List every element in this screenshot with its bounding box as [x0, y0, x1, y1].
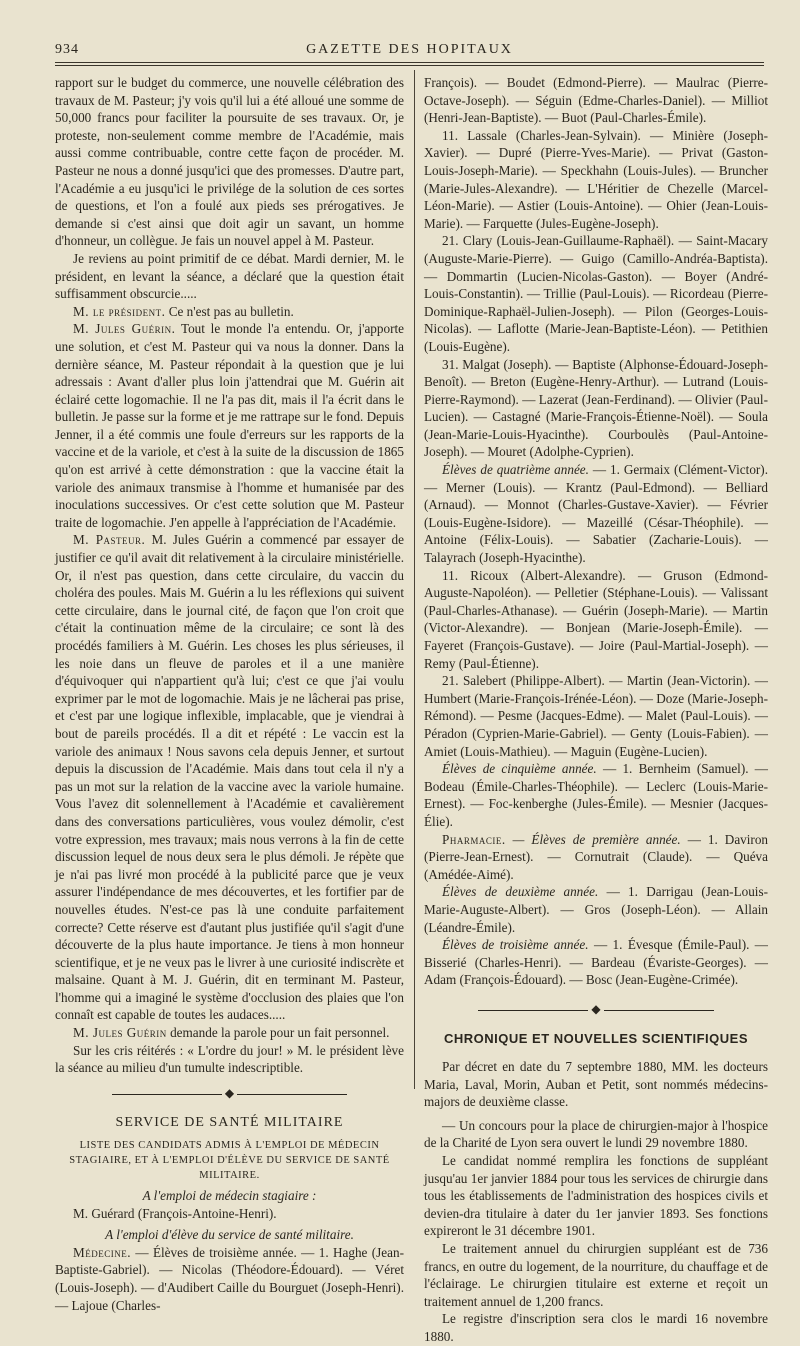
publication-title: GAZETTE DES HOPITAUX — [306, 42, 513, 57]
year-label: Élèves de troisième année. — [442, 937, 589, 953]
page-header — [55, 38, 764, 62]
name-list: 21. Salebert (Philippe-Albert). — Martin (Jean-Victorin). — Humbert (Marie-François-Irénée-Léon). — Doze (Marie-Joseph-Rémond). — Pesme (Jacques-Edme). — Malet (Paul-Louis). — Péradon (Cyprien-Marie-Gabriel). — Genty (Louis-Fabien). — Amiet (Louis-Mathieu). — Maguin (Eugène-Lucien). — [424, 673, 768, 759]
name-list: François). — Boudet (Edmond-Pierre). — Maulrac (Pierre-Octave-Joseph). — Séguin (Edme-Charles-Daniel). — Milliot (Henri-Jean-Baptiste). — Buot (Paul-Charles-Émile). — [424, 75, 768, 126]
name-list: 11. Lassale (Charles-Jean-Sylvain). — Minière (Joseph-Xavier). — Dupré (Pierre-Yves-Marie). — Privat (Gaston-Louis-Joseph-Marie). — Speckhahn (Louis-Jules). — Bruncher (Marie-Jules-Alexandre). — L'Héritier de Chezelle (Marcel-Léon-Marie). — Astier (Louis-Antoine). — Ohier (Jean-Louis-Marie). — Farquette (Jules-Eugène-Joseph). — [424, 127, 768, 231]
ornament-divider: ◆ — [424, 1001, 768, 1019]
name-list — [424, 831, 768, 884]
ornament-divider: ◆ — [55, 1085, 404, 1103]
emploi-heading: A l'emploi de médecin stagiaire : — [142, 1188, 317, 1204]
right-column — [424, 74, 769, 1344]
names: — 1. Darrigau (Jean-Louis-Marie-Auguste-Albert). — Gros (Joseph-Léon). — Allain (Léandre-Émile). — [424, 884, 768, 935]
names: — 1. Bernheim (Samuel). — Bodeau (Émile-Charles-Théophile). — Leclerc (Louis-Marie-Ernest). — Foc-kenberghe (Jules-Émile). — Mesnier (Jacques-Élie). — [424, 761, 768, 829]
speech: M. Jules Guérin a commencé par essayer de justifier ce qu'il avait dit relativement à la circulaire ministérielle. Or, il n'est pas question, dans cette circulaire, du vaccin du choléra des poules. Mais M. Guérin a lu les réflexions qui suivent cette circulaire, dans le journal cité, de façon que l'on croit que c'était la continuation même de la circulaire; ce sont là des procédés familiers à M. Guérin. Les choses les plus sérieuses, il les noie dans un fleuve de paroles et il a une manière d'équivoquer qui n'appartient qu'à lui; c'est ce que j'ai voulu exprimer par le mot de logomachie. Mais je ne lâcherai pas prise, et c'est par une logique inflexible, implacable, que je viendrai à bout de pareils procédés. Il a dit et répété : Le vaccin est la variole des animaux ! Nous savons cela depuis Jenner, et surtout depuis la discussion de l'Académie. Mais dans tout cela il n'y a pas un mot sur la relation de la vaccine avec la variole humaine. Vous l'avez dit solennellement à l'Académie et cavalièrement dans des conversations particulières, vous voulez démolir, c'est votre expression, mes travaux; mais nous verrons à la fin de cette discussion lequel de nous deux sera le plus démoli. Je répète que je n'ai pas livré mon procédé à la publicité parce que je veux assurer l'indépendance de mes découvertes, et les fortifier par de nouvelles études. N'est-ce pas là une conduite parfaitement correcte? Cette réserve est d'autant plus justifiée qu'il s'agit d'une découverte de la plus haute importance. Je tiens à mon honneur scientifique, et je ne veux pas le livrer à une curiosité indiscrète et malsaine. Quant à M. J. Guérin, dit en terminant M. Pasteur, l'homme qui a imaginé le système d'occlusion des plaies que l'on connaît est capable de toutes les audaces..... — [55, 532, 404, 1023]
paragraph — [55, 320, 404, 531]
names: — 1. Évesque (Émile-Paul). — Bisserié (Charles-Henri). — Bardeau (Évariste-Georges). — Adam (François-Édouard). — Bosc (Jean-Eugène-Crimée). — [424, 937, 768, 988]
year-label: Élèves de cinquième année. — [442, 761, 597, 777]
year-label: Élèves de quatrième année. — [442, 462, 589, 478]
name-list: — Élèves de troisième année. — 1. Haghe (Jean-Baptiste-Gabriel). — Nicolas (Théodore-Édouard). — Véret (Louis-Joseph). — d'Audibert Caille du Bourguet (Joseph-Henri). — Lajoue (Charles- — [55, 1244, 404, 1313]
page-number: 934 — [55, 42, 79, 57]
name-list — [424, 760, 768, 830]
category-label: Pharmacie. — [442, 831, 506, 847]
paragraph: Le candidat nommé remplira les fonctions de suppléant jusqu'au 1er janvier 1884 pour tous les services de chirurgie dans tous les établissements de l'administration des hospices civils et devien-dra titulaire à dater du 1er janvier 1893. Ses fonctions expireront le 31 décembre 1901. — [424, 1153, 768, 1239]
category-label: Médecine. — [73, 1244, 132, 1260]
names: — 1. Germaix (Clément-Victor). — Merner (Louis). — Krantz (Paul-Edmond). — Belliard (Arnaud). — Monnot (Charles-Gustave-Xavier). — Février (Louis-Eugène-Isidore). — Mazeillé (César-Théophile). — Antoine (Félix-Louis). — Sabatier (Zacharie-Louis). — Talayrach (Joseph-Hyacinthe). — [424, 462, 768, 566]
name-list — [424, 936, 768, 989]
paragraph: Par décret en date du 7 septembre 1880, MM. les docteurs Maria, Laval, Morin, Auban et Petit, sont nommés médecins-majors de deuxième classe. — [424, 1059, 768, 1110]
header-rule-double — [55, 65, 764, 66]
column-separator — [414, 70, 415, 1089]
year-label: — Élèves de première année. — [505, 831, 681, 847]
paragraph — [55, 303, 404, 321]
speaker: M. Pasteur. — [73, 532, 146, 548]
paragraph: rapport sur le budget du commerce, une nouvelle célébration des travaux de M. Pasteur; j'y vois qu'il lui a été alloué une somme de 50,000 francs pour faciliter la poursuite de ses travaux. Or, je proteste, non-seulement comme membre de l'Académie, mais aussi comme contribuable, contre cette façon de procéder. M. Pasteur ne nous a donné jusqu'ici que des promesses. D'autre part, l'Académie a eu jusqu'ici le privilége de la solution de ces sortes de questions, et l'on a foulé aux pieds ses prérogatives. Je demande si c'est ainsi que doit agir un savant, un homme d'honneur, un collègue. Je fais un nouvel appel à M. Pasteur. — [55, 75, 404, 249]
name-list: 11. Ricoux (Albert-Alexandre). — Gruson (Edmond-Auguste-Napoléon). — Pelletier (Stéphane-Louis). — Valissant (Paul-Charles-Athanase). — Guérin (Joseph-Marie). — Martin (Victor-Alexandre). — Bonjean (Marie-Joseph-Émile). — Fayeret (François-Gustave). — Joire (Paul-Martial-Joseph). — Remy (Paul-Étienne). — [424, 567, 768, 671]
emploi-name: M. Guérard (François-Antoine-Henri). — [73, 1205, 277, 1221]
emploi-heading: A l'emploi d'élève du service de santé militaire. — [105, 1227, 354, 1243]
section-title: CHRONIQUE ET NOUVELLES SCIENTIFIQUES — [443, 1031, 749, 1047]
name-list — [424, 883, 768, 936]
name-list: 21. Clary (Louis-Jean-Guillaume-Raphaël). — Saint-Macary (Auguste-Marie-Pierre). — Guigo (Camillo-Andréa-Baptista). — Dommartin (Lucien-Nicolas-Gaston). — Boyer (André-Louis-Constantin). — Trillie (Paul-Louis). — Ricordeau (Pierre-Dominique-Raphaël-Julien-Joseph). — Pilon (Georges-Louis-Nicolas). — Laflotte (Marie-Jean-Baptiste-Léon). — Petithien (Louis-Eugène). — [424, 233, 768, 354]
speech: Tout le monde l'a entendu. Or, j'apporte une solution, et c'est M. Pasteur qui va nous la donner. Dans la dernière séance, M. Pasteur répondait à la question que je lui adressais : Avant d'aller plus loin j'attendrai que M. Guérin ait éclairé cette logomachie. Il ne l'a pas dit, mais il l'a écrit dans le bulletin. Je passe sur la forme et je me rattrape sur le fond. Depuis Jenner, il a été commis une foule d'erreurs sur les rapports de la vaccine et de la variole, et c'est à la suite de la discussion de 1865 qu'on est arrivé à cette démonstration : que la vaccine était la variole des animaux transmise à l'homme et humanisée par des inoculations successives. Or c'est cette solution que M. Pasteur traite de logomachie. J'en appelle à l'appréciation de l'Académie. — [55, 321, 404, 530]
paragraph — [55, 1244, 404, 1314]
speech: Ce n'est pas au bulletin. — [165, 303, 294, 319]
speech: demande la parole pour un fait personnel. — [166, 1025, 390, 1041]
year-label: Élèves de deuxième année. — [442, 884, 599, 900]
name-list — [424, 461, 768, 567]
section-subtitle: LISTE DES CANDIDATS ADMIS À L'EMPLOI DE MÉDECIN STAGIAIRE, ET À L'EMPLOI D'ÉLÈVE DU SERVICE DE SANTÉ MILITAIRE. — [69, 1140, 390, 1182]
speaker: M. le président. — [73, 303, 166, 319]
name-list: 31. Malgat (Joseph). — Baptiste (Alphonse-Édouard-Joseph-Benoît). — Breton (Eugène-Henry-Arthur). — Lutrand (Louis-Pierre-Raymond). — Lazerat (Jean-Ferdinand). — Olivier (Paul-Lucien). — Castagné (Marie-François-Étienne-Noël). — Soula (Jean-Marie-Louis-Hyacinthe). Courboulès (Paul-Antoine-Joseph). — Mouret (Adolphe-Cyprien). — [424, 356, 768, 460]
section-title: SERVICE DE SANTÉ MILITAIRE — [115, 1115, 344, 1131]
paragraph: Sur les cris réitérés : « L'ordre du jour! » M. le président lève la séance au milieu d'un tumulte indescriptible. — [55, 1042, 404, 1076]
left-column — [55, 74, 404, 1313]
paragraph — [55, 531, 404, 1024]
paragraph: — Un concours pour la place de chirurgien-major à l'hospice de la Charité de Lyon sera ouvert le lundi 29 novembre 1880. — [424, 1117, 768, 1151]
paragraph: Le traitement annuel du chirurgien suppléant est de 736 francs, en outre du logement, de la nourriture, du chauffage et de l'éclairage. Le chirurgien titulaire est externe et reçoit un traitement annuel de 1,200 francs. — [424, 1241, 768, 1309]
speaker: M. Jules Guérin — [73, 1025, 167, 1041]
paragraph — [55, 1024, 404, 1042]
speaker: M. Jules Guérin. — [73, 321, 176, 337]
header-rule — [55, 62, 764, 63]
paragraph: Le registre d'inscription sera clos le mardi 16 novembre 1880. — [424, 1311, 768, 1344]
paragraph: Je reviens au point primitif de ce débat. Mardi dernier, M. le président, en levant la séance, a déclaré que la question était suffisamment obscurcie..... — [55, 250, 404, 302]
names: — 1. Daviron (Pierre-Jean-Ernest). — Cornutrait (Claude). — Quéva (Amédée-Aimé). — [424, 831, 769, 882]
